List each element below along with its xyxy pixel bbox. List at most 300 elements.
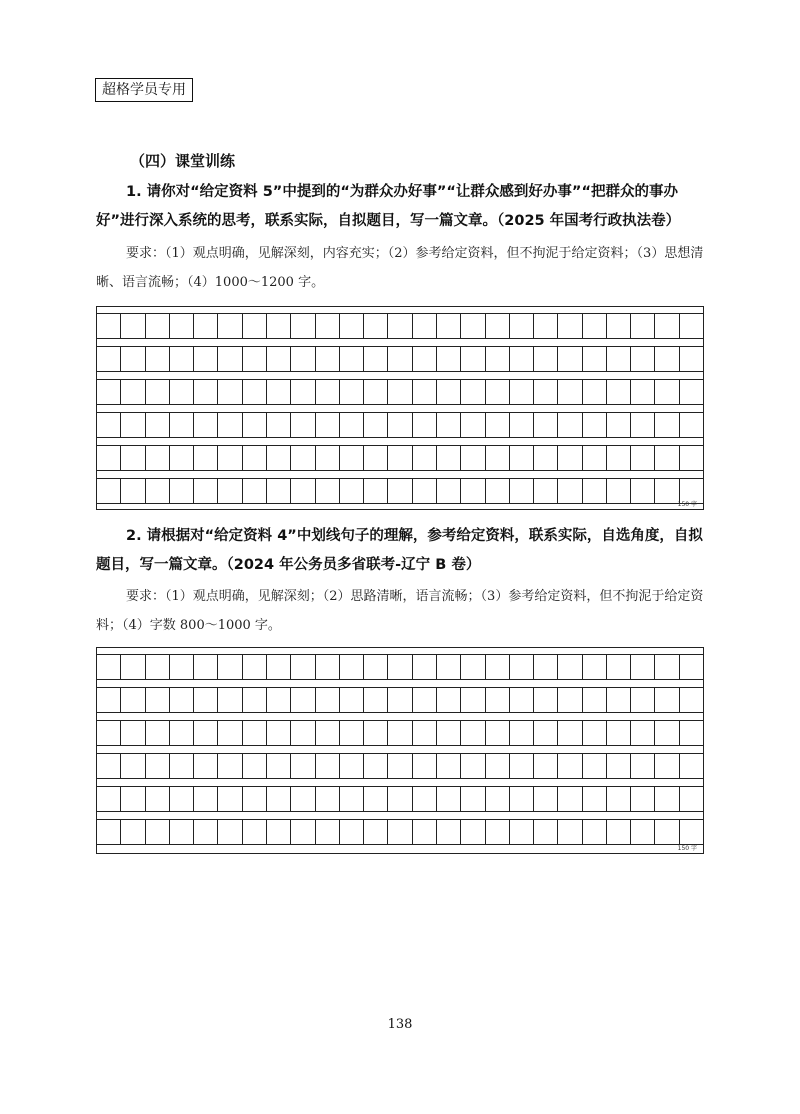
grid-2-cell[interactable]	[558, 688, 582, 712]
grid-1-cell[interactable]	[486, 413, 510, 437]
grid-2-cell[interactable]	[194, 655, 218, 679]
grid-2-cell[interactable]	[558, 655, 582, 679]
grid-1-cell[interactable]	[97, 446, 121, 470]
grid-1-cell[interactable]	[607, 314, 631, 338]
grid-2-cell[interactable]	[461, 688, 485, 712]
grid-1-cell[interactable]	[243, 413, 267, 437]
grid-1-cell[interactable]	[631, 380, 655, 404]
grid-2-cell[interactable]	[486, 688, 510, 712]
grid-1-cell[interactable]	[267, 347, 291, 371]
grid-1-cell[interactable]	[461, 347, 485, 371]
grid-2-cell[interactable]	[267, 688, 291, 712]
grid-2-cell[interactable]	[291, 688, 315, 712]
grid-2-cell[interactable]	[558, 787, 582, 811]
grid-2-cell[interactable]	[510, 754, 534, 778]
grid-1-cell[interactable]	[291, 413, 315, 437]
grid-1-cell[interactable]	[655, 413, 679, 437]
grid-2-cell[interactable]	[364, 754, 388, 778]
grid-1-cell[interactable]	[146, 347, 170, 371]
grid-1-cell[interactable]	[534, 446, 558, 470]
grid-1-cell[interactable]	[194, 347, 218, 371]
grid-1-cell[interactable]	[267, 446, 291, 470]
grid-1-cell[interactable]	[388, 314, 412, 338]
grid-1-cell[interactable]	[680, 446, 703, 470]
grid-2-cell[interactable]	[486, 721, 510, 745]
grid-2-cell[interactable]	[218, 655, 242, 679]
grid-1-cell[interactable]	[218, 347, 242, 371]
grid-1-cell[interactable]	[413, 314, 437, 338]
grid-2-cell[interactable]	[607, 787, 631, 811]
grid-2-cell[interactable]	[534, 688, 558, 712]
grid-2-cell[interactable]	[413, 721, 437, 745]
grid-2-cell[interactable]	[413, 787, 437, 811]
grid-1-cell[interactable]	[413, 347, 437, 371]
grid-1-cell[interactable]	[316, 314, 340, 338]
grid-1-cell[interactable]	[267, 413, 291, 437]
grid-1-cell[interactable]	[291, 347, 315, 371]
grid-1-cell[interactable]	[218, 413, 242, 437]
grid-1-cell[interactable]	[607, 380, 631, 404]
grid-2-cell[interactable]	[631, 787, 655, 811]
grid-1-cell[interactable]	[486, 479, 510, 503]
grid-1-cell[interactable]	[413, 446, 437, 470]
grid-1-cell[interactable]	[267, 314, 291, 338]
grid-1-cell[interactable]	[121, 479, 145, 503]
grid-2-cell[interactable]	[631, 688, 655, 712]
grid-2-cell[interactable]	[291, 754, 315, 778]
grid-1-cell[interactable]	[558, 479, 582, 503]
grid-2-cell[interactable]	[121, 820, 145, 844]
grid-1-cell[interactable]	[170, 413, 194, 437]
grid-1-cell[interactable]	[170, 446, 194, 470]
grid-1-cell[interactable]	[534, 380, 558, 404]
grid-1-cell[interactable]	[534, 314, 558, 338]
grid-2-cell[interactable]	[461, 655, 485, 679]
grid-1-cell[interactable]	[243, 347, 267, 371]
grid-1-cell[interactable]	[218, 380, 242, 404]
grid-2-cell[interactable]	[146, 754, 170, 778]
grid-2-cell[interactable]	[486, 820, 510, 844]
grid-2-cell[interactable]	[243, 655, 267, 679]
grid-1-cell[interactable]	[364, 413, 388, 437]
grid-2-cell[interactable]	[655, 721, 679, 745]
grid-2-cell[interactable]	[243, 688, 267, 712]
grid-1-cell[interactable]	[631, 347, 655, 371]
grid-1-cell[interactable]	[607, 446, 631, 470]
grid-2-cell[interactable]	[461, 721, 485, 745]
grid-2-cell[interactable]	[243, 754, 267, 778]
grid-2-cell[interactable]	[607, 820, 631, 844]
grid-2-cell[interactable]	[364, 655, 388, 679]
grid-2-cell[interactable]	[316, 688, 340, 712]
grid-2-cell[interactable]	[680, 754, 703, 778]
grid-1-cell[interactable]	[437, 413, 461, 437]
grid-1-cell[interactable]	[146, 380, 170, 404]
grid-2-cell[interactable]	[218, 820, 242, 844]
grid-2-cell[interactable]	[558, 820, 582, 844]
grid-2-cell[interactable]	[631, 820, 655, 844]
grid-1-cell[interactable]	[510, 314, 534, 338]
grid-2-cell[interactable]	[97, 655, 121, 679]
grid-1-cell[interactable]	[340, 314, 364, 338]
grid-1-cell[interactable]	[388, 446, 412, 470]
grid-1-cell[interactable]	[316, 380, 340, 404]
grid-1-cell[interactable]	[486, 380, 510, 404]
grid-1-cell[interactable]	[461, 314, 485, 338]
grid-1-cell[interactable]	[486, 314, 510, 338]
grid-2-cell[interactable]	[486, 787, 510, 811]
grid-2-cell[interactable]	[510, 787, 534, 811]
grid-1-cell[interactable]	[97, 380, 121, 404]
grid-2-cell[interactable]	[146, 820, 170, 844]
grid-2-cell[interactable]	[437, 820, 461, 844]
grid-2-cell[interactable]	[486, 655, 510, 679]
grid-2-cell[interactable]	[121, 688, 145, 712]
grid-1-cell[interactable]	[534, 347, 558, 371]
grid-1-cell[interactable]	[316, 413, 340, 437]
grid-2-cell[interactable]	[680, 688, 703, 712]
grid-2-cell[interactable]	[146, 721, 170, 745]
grid-2-cell[interactable]	[340, 721, 364, 745]
grid-1-cell[interactable]	[680, 413, 703, 437]
grid-1-cell[interactable]	[194, 446, 218, 470]
grid-2-cell[interactable]	[655, 820, 679, 844]
grid-2-cell[interactable]	[607, 688, 631, 712]
grid-2-cell[interactable]	[316, 721, 340, 745]
grid-2-cell[interactable]	[534, 787, 558, 811]
grid-1-cell[interactable]	[121, 347, 145, 371]
grid-1-cell[interactable]	[510, 413, 534, 437]
grid-1-cell[interactable]	[510, 446, 534, 470]
grid-2-cell[interactable]	[364, 688, 388, 712]
grid-1-cell[interactable]	[486, 446, 510, 470]
grid-1-cell[interactable]	[413, 413, 437, 437]
grid-2-cell[interactable]	[655, 787, 679, 811]
grid-1-cell[interactable]	[461, 446, 485, 470]
grid-2-cell[interactable]	[486, 754, 510, 778]
grid-2-cell[interactable]	[170, 754, 194, 778]
grid-1-cell[interactable]	[680, 479, 703, 503]
grid-2-cell[interactable]	[243, 721, 267, 745]
grid-2-cell[interactable]	[461, 820, 485, 844]
grid-1-cell[interactable]	[558, 380, 582, 404]
grid-1-cell[interactable]	[291, 380, 315, 404]
grid-2-cell[interactable]	[218, 787, 242, 811]
grid-1-cell[interactable]	[461, 479, 485, 503]
grid-2-cell[interactable]	[461, 787, 485, 811]
grid-1-cell[interactable]	[218, 479, 242, 503]
grid-2-cell[interactable]	[583, 820, 607, 844]
grid-1-cell[interactable]	[194, 380, 218, 404]
grid-2-cell[interactable]	[607, 721, 631, 745]
grid-2-cell[interactable]	[680, 721, 703, 745]
grid-1-cell[interactable]	[558, 314, 582, 338]
grid-1-cell[interactable]	[655, 380, 679, 404]
grid-2-cell[interactable]	[218, 721, 242, 745]
grid-2-cell[interactable]	[631, 721, 655, 745]
grid-1-cell[interactable]	[291, 314, 315, 338]
grid-1-cell[interactable]	[583, 413, 607, 437]
grid-2-cell[interactable]	[267, 655, 291, 679]
grid-2-cell[interactable]	[437, 655, 461, 679]
grid-2-cell[interactable]	[437, 754, 461, 778]
grid-2-cell[interactable]	[583, 688, 607, 712]
grid-2-cell[interactable]	[437, 787, 461, 811]
grid-2-cell[interactable]	[413, 688, 437, 712]
grid-2-cell[interactable]	[388, 754, 412, 778]
grid-2-cell[interactable]	[340, 655, 364, 679]
grid-1-cell[interactable]	[510, 347, 534, 371]
grid-2-cell[interactable]	[437, 688, 461, 712]
grid-1-cell[interactable]	[558, 413, 582, 437]
grid-2-cell[interactable]	[534, 754, 558, 778]
grid-1-cell[interactable]	[170, 314, 194, 338]
grid-1-cell[interactable]	[316, 347, 340, 371]
grid-1-cell[interactable]	[218, 446, 242, 470]
grid-1-cell[interactable]	[388, 479, 412, 503]
grid-2-cell[interactable]	[655, 688, 679, 712]
grid-2-cell[interactable]	[97, 721, 121, 745]
grid-2-cell[interactable]	[194, 787, 218, 811]
grid-2-cell[interactable]	[291, 787, 315, 811]
grid-2-cell[interactable]	[583, 787, 607, 811]
grid-2-cell[interactable]	[510, 655, 534, 679]
grid-1-cell[interactable]	[340, 446, 364, 470]
grid-2-cell[interactable]	[534, 721, 558, 745]
grid-1-cell[interactable]	[631, 413, 655, 437]
grid-2-cell[interactable]	[558, 754, 582, 778]
grid-2-cell[interactable]	[243, 787, 267, 811]
grid-2-cell[interactable]	[388, 655, 412, 679]
grid-1-cell[interactable]	[388, 347, 412, 371]
grid-1-cell[interactable]	[243, 314, 267, 338]
grid-2-cell[interactable]	[388, 688, 412, 712]
grid-1-cell[interactable]	[170, 479, 194, 503]
grid-2-cell[interactable]	[631, 754, 655, 778]
grid-1-cell[interactable]	[607, 347, 631, 371]
grid-2-cell[interactable]	[291, 721, 315, 745]
grid-2-cell[interactable]	[583, 721, 607, 745]
grid-1-cell[interactable]	[267, 380, 291, 404]
grid-2-cell[interactable]	[510, 820, 534, 844]
grid-2-cell[interactable]	[461, 754, 485, 778]
grid-1-cell[interactable]	[437, 479, 461, 503]
grid-1-cell[interactable]	[655, 479, 679, 503]
grid-1-cell[interactable]	[631, 479, 655, 503]
grid-1-cell[interactable]	[243, 380, 267, 404]
grid-2-cell[interactable]	[267, 820, 291, 844]
grid-2-cell[interactable]	[243, 820, 267, 844]
grid-2-cell[interactable]	[558, 721, 582, 745]
grid-2-cell[interactable]	[194, 820, 218, 844]
grid-2-cell[interactable]	[583, 655, 607, 679]
grid-1-cell[interactable]	[558, 347, 582, 371]
grid-1-cell[interactable]	[558, 446, 582, 470]
grid-2-cell[interactable]	[655, 754, 679, 778]
grid-1-cell[interactable]	[194, 413, 218, 437]
grid-2-cell[interactable]	[97, 820, 121, 844]
grid-2-cell[interactable]	[121, 754, 145, 778]
grid-1-cell[interactable]	[121, 413, 145, 437]
grid-1-cell[interactable]	[680, 314, 703, 338]
grid-1-cell[interactable]	[340, 479, 364, 503]
grid-1-cell[interactable]	[267, 479, 291, 503]
grid-2-cell[interactable]	[340, 820, 364, 844]
grid-1-cell[interactable]	[340, 347, 364, 371]
grid-1-cell[interactable]	[146, 413, 170, 437]
grid-2-cell[interactable]	[121, 655, 145, 679]
grid-1-cell[interactable]	[534, 413, 558, 437]
grid-1-cell[interactable]	[413, 479, 437, 503]
grid-1-cell[interactable]	[97, 314, 121, 338]
grid-1-cell[interactable]	[413, 380, 437, 404]
grid-1-cell[interactable]	[655, 314, 679, 338]
grid-2-cell[interactable]	[631, 655, 655, 679]
grid-1-cell[interactable]	[364, 347, 388, 371]
grid-2-cell[interactable]	[607, 754, 631, 778]
grid-1-cell[interactable]	[486, 347, 510, 371]
grid-2-cell[interactable]	[388, 820, 412, 844]
grid-2-cell[interactable]	[267, 754, 291, 778]
grid-2-cell[interactable]	[534, 655, 558, 679]
grid-1-cell[interactable]	[437, 380, 461, 404]
grid-1-cell[interactable]	[97, 479, 121, 503]
grid-2-cell[interactable]	[607, 655, 631, 679]
grid-1-cell[interactable]	[655, 446, 679, 470]
grid-2-cell[interactable]	[340, 787, 364, 811]
grid-1-cell[interactable]	[121, 314, 145, 338]
grid-2-cell[interactable]	[364, 820, 388, 844]
grid-1-cell[interactable]	[680, 347, 703, 371]
grid-1-cell[interactable]	[461, 380, 485, 404]
grid-1-cell[interactable]	[631, 446, 655, 470]
grid-1-cell[interactable]	[655, 347, 679, 371]
grid-2-cell[interactable]	[170, 787, 194, 811]
grid-1-cell[interactable]	[437, 347, 461, 371]
grid-2-cell[interactable]	[267, 721, 291, 745]
grid-2-cell[interactable]	[121, 721, 145, 745]
grid-1-cell[interactable]	[121, 380, 145, 404]
grid-2-cell[interactable]	[510, 721, 534, 745]
grid-2-cell[interactable]	[170, 820, 194, 844]
grid-2-cell[interactable]	[170, 688, 194, 712]
grid-2-cell[interactable]	[146, 655, 170, 679]
grid-1-cell[interactable]	[461, 413, 485, 437]
grid-1-cell[interactable]	[510, 479, 534, 503]
grid-1-cell[interactable]	[316, 479, 340, 503]
grid-1-cell[interactable]	[583, 446, 607, 470]
grid-2-cell[interactable]	[388, 787, 412, 811]
grid-2-cell[interactable]	[655, 655, 679, 679]
grid-2-cell[interactable]	[121, 787, 145, 811]
grid-1-cell[interactable]	[631, 314, 655, 338]
grid-1-cell[interactable]	[364, 380, 388, 404]
grid-2-cell[interactable]	[97, 754, 121, 778]
grid-2-cell[interactable]	[146, 688, 170, 712]
grid-1-cell[interactable]	[97, 347, 121, 371]
grid-1-cell[interactable]	[97, 413, 121, 437]
grid-1-cell[interactable]	[291, 446, 315, 470]
grid-1-cell[interactable]	[534, 479, 558, 503]
grid-1-cell[interactable]	[607, 479, 631, 503]
grid-2-cell[interactable]	[218, 754, 242, 778]
grid-2-cell[interactable]	[413, 754, 437, 778]
grid-2-cell[interactable]	[364, 787, 388, 811]
grid-2-cell[interactable]	[680, 820, 703, 844]
grid-2-cell[interactable]	[534, 820, 558, 844]
grid-2-cell[interactable]	[413, 655, 437, 679]
grid-1-cell[interactable]	[388, 413, 412, 437]
grid-1-cell[interactable]	[364, 314, 388, 338]
grid-1-cell[interactable]	[291, 479, 315, 503]
grid-1-cell[interactable]	[510, 380, 534, 404]
grid-1-cell[interactable]	[243, 446, 267, 470]
grid-1-cell[interactable]	[121, 446, 145, 470]
grid-2-cell[interactable]	[583, 754, 607, 778]
grid-2-cell[interactable]	[316, 754, 340, 778]
grid-1-cell[interactable]	[170, 380, 194, 404]
grid-2-cell[interactable]	[291, 655, 315, 679]
grid-1-cell[interactable]	[146, 314, 170, 338]
grid-2-cell[interactable]	[97, 787, 121, 811]
grid-2-cell[interactable]	[267, 787, 291, 811]
grid-2-cell[interactable]	[194, 688, 218, 712]
grid-1-cell[interactable]	[340, 413, 364, 437]
grid-2-cell[interactable]	[316, 820, 340, 844]
grid-1-cell[interactable]	[194, 314, 218, 338]
grid-2-cell[interactable]	[388, 721, 412, 745]
grid-1-cell[interactable]	[437, 446, 461, 470]
grid-2-cell[interactable]	[146, 787, 170, 811]
grid-1-cell[interactable]	[583, 314, 607, 338]
grid-1-cell[interactable]	[364, 479, 388, 503]
grid-1-cell[interactable]	[146, 446, 170, 470]
grid-1-cell[interactable]	[194, 479, 218, 503]
grid-1-cell[interactable]	[146, 479, 170, 503]
grid-1-cell[interactable]	[607, 413, 631, 437]
grid-2-cell[interactable]	[316, 787, 340, 811]
grid-1-cell[interactable]	[583, 479, 607, 503]
grid-2-cell[interactable]	[218, 688, 242, 712]
grid-2-cell[interactable]	[437, 721, 461, 745]
grid-2-cell[interactable]	[364, 721, 388, 745]
grid-2-cell[interactable]	[340, 688, 364, 712]
grid-1-cell[interactable]	[583, 380, 607, 404]
grid-1-cell[interactable]	[437, 314, 461, 338]
grid-2-cell[interactable]	[340, 754, 364, 778]
grid-2-cell[interactable]	[510, 688, 534, 712]
grid-2-cell[interactable]	[170, 655, 194, 679]
grid-1-cell[interactable]	[218, 314, 242, 338]
grid-2-cell[interactable]	[680, 787, 703, 811]
grid-1-cell[interactable]	[243, 479, 267, 503]
grid-1-cell[interactable]	[680, 380, 703, 404]
grid-2-cell[interactable]	[413, 820, 437, 844]
answer-grid-1[interactable]	[96, 306, 704, 510]
grid-2-cell[interactable]	[194, 721, 218, 745]
grid-2-cell[interactable]	[316, 655, 340, 679]
grid-2-cell[interactable]	[680, 655, 703, 679]
grid-1-cell[interactable]	[170, 347, 194, 371]
grid-1-cell[interactable]	[316, 446, 340, 470]
grid-1-cell[interactable]	[364, 446, 388, 470]
grid-1-cell[interactable]	[583, 347, 607, 371]
grid-1-cell[interactable]	[388, 380, 412, 404]
grid-2-cell[interactable]	[97, 688, 121, 712]
grid-1-cell[interactable]	[340, 380, 364, 404]
answer-grid-2[interactable]	[96, 647, 704, 854]
grid-2-cell[interactable]	[170, 721, 194, 745]
